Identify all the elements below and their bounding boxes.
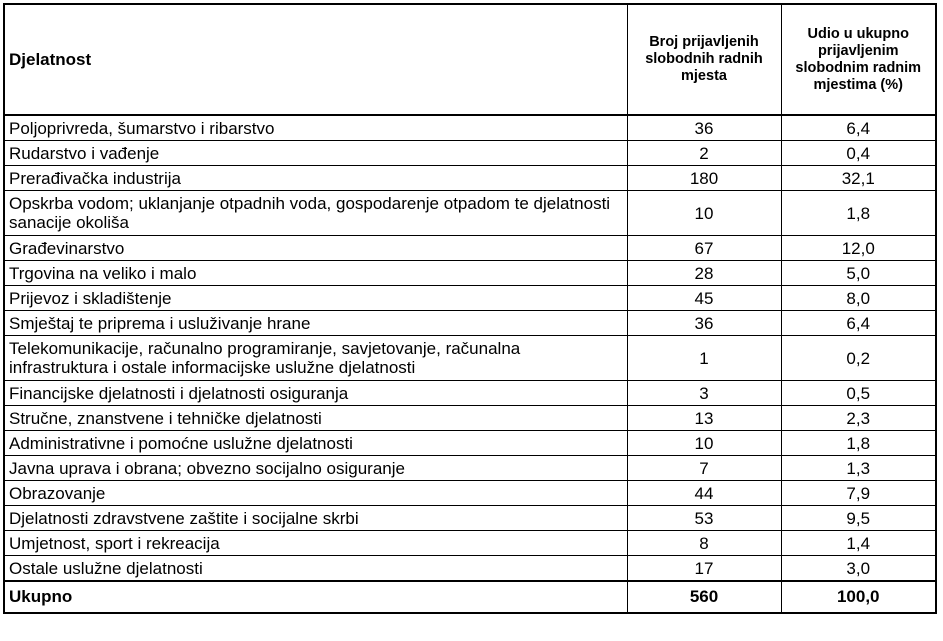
table-row — [4, 406, 936, 431]
header-count: Broj prijavljenih slobodnih radnih mjesta — [627, 4, 781, 115]
activity-cell: Trgovina na veliko i malo — [4, 261, 627, 286]
share-cell: 0,4 — [781, 141, 936, 166]
count-cell: 28 — [627, 261, 781, 286]
activity-cell: Opskrba vodom; uklanjanje otpadnih voda, gospodarenje otpadom te djelatnosti sanacije okoliša — [4, 191, 627, 236]
table-row — [4, 336, 936, 381]
activity-cell: Umjetnost, sport i rekreacija — [4, 531, 627, 556]
table-row — [4, 506, 936, 531]
count-cell: 45 — [627, 286, 781, 311]
share-cell: 1,8 — [781, 431, 936, 456]
total-share: 100,0 — [781, 581, 936, 613]
count-cell: 53 — [627, 506, 781, 531]
activity-cell: Ostale uslužne djelatnosti — [4, 556, 627, 582]
table-row — [4, 166, 936, 191]
count-cell: 17 — [627, 556, 781, 582]
header-activity: Djelatnost — [4, 4, 627, 115]
table-row — [4, 381, 936, 406]
share-cell: 5,0 — [781, 261, 936, 286]
activity-cell: Financijske djelatnosti i djelatnosti osiguranja — [4, 381, 627, 406]
header-share: Udio u ukupno prijavljenim slobodnim radnim mjestima (%) — [781, 4, 936, 115]
share-cell: 2,3 — [781, 406, 936, 431]
share-cell: 8,0 — [781, 286, 936, 311]
count-cell: 8 — [627, 531, 781, 556]
count-cell: 10 — [627, 191, 781, 236]
activity-cell: Administrativne i pomoćne uslužne djelatnosti — [4, 431, 627, 456]
count-cell: 180 — [627, 166, 781, 191]
table-row — [4, 431, 936, 456]
count-cell: 10 — [627, 431, 781, 456]
count-cell: 36 — [627, 311, 781, 336]
count-cell: 36 — [627, 115, 781, 141]
share-cell: 6,4 — [781, 311, 936, 336]
vacancies-table — [3, 3, 937, 614]
share-cell: 0,2 — [781, 336, 936, 381]
activity-cell: Djelatnosti zdravstvene zaštite i socijalne skrbi — [4, 506, 627, 531]
table-row — [4, 481, 936, 506]
share-cell: 1,4 — [781, 531, 936, 556]
share-cell: 9,5 — [781, 506, 936, 531]
total-row — [4, 581, 936, 613]
table-row — [4, 556, 936, 582]
share-cell: 1,8 — [781, 191, 936, 236]
share-cell: 0,5 — [781, 381, 936, 406]
total-label: Ukupno — [4, 581, 627, 613]
count-cell: 13 — [627, 406, 781, 431]
header-row — [4, 4, 936, 115]
table-body — [4, 115, 936, 581]
activity-cell: Smještaj te priprema i usluživanje hrane — [4, 311, 627, 336]
table-row — [4, 286, 936, 311]
table-row — [4, 141, 936, 166]
table-row — [4, 311, 936, 336]
share-cell: 3,0 — [781, 556, 936, 582]
activity-cell: Obrazovanje — [4, 481, 627, 506]
count-cell: 7 — [627, 456, 781, 481]
count-cell: 67 — [627, 236, 781, 261]
count-cell: 2 — [627, 141, 781, 166]
activity-cell: Prerađivačka industrija — [4, 166, 627, 191]
table-row — [4, 261, 936, 286]
share-cell: 7,9 — [781, 481, 936, 506]
total-count: 560 — [627, 581, 781, 613]
activity-cell: Javna uprava i obrana; obvezno socijalno osiguranje — [4, 456, 627, 481]
count-cell: 44 — [627, 481, 781, 506]
table-row — [4, 456, 936, 481]
share-cell: 1,3 — [781, 456, 936, 481]
activity-cell: Telekomunikacije, računalno programiranje, savjetovanje, računalna infrastruktura i ostale informacijske uslužne djelatnosti — [4, 336, 627, 381]
table-row — [4, 531, 936, 556]
activity-cell: Građevinarstvo — [4, 236, 627, 261]
table-row — [4, 236, 936, 261]
table-row — [4, 115, 936, 141]
count-cell: 3 — [627, 381, 781, 406]
activity-cell: Rudarstvo i vađenje — [4, 141, 627, 166]
table-row — [4, 191, 936, 236]
share-cell: 12,0 — [781, 236, 936, 261]
share-cell: 6,4 — [781, 115, 936, 141]
count-cell: 1 — [627, 336, 781, 381]
activity-cell: Stručne, znanstvene i tehničke djelatnosti — [4, 406, 627, 431]
activity-cell: Prijevoz i skladištenje — [4, 286, 627, 311]
share-cell: 32,1 — [781, 166, 936, 191]
activity-cell: Poljoprivreda, šumarstvo i ribarstvo — [4, 115, 627, 141]
